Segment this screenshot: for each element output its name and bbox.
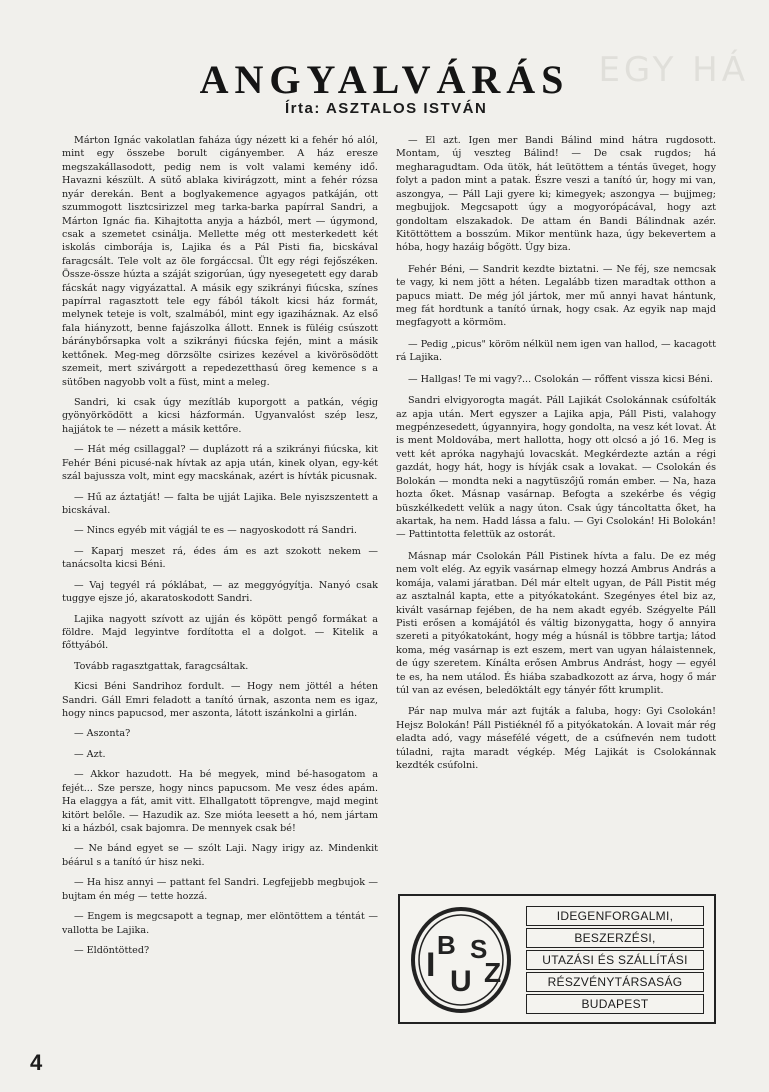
ibusz-advertisement	[398, 894, 716, 1024]
paragraph: — Akkor hazudott. Ha bé megyek, mind bé-hasogatom a fejét... Sze persze, hogy nincs papucsom. Me vesz édes apám. Ha elaggya a fát, amit vitt. Elhallgatott töprengve, majd megint kitört belőle. — Hazudik az. Sze mióta leesett a hó, nem jártam ki a házból, csak bajomra. De mennyek csak bé!	[62, 769, 378, 834]
paragraph: — Kaparj meszet rá, édes ám es azt szokott nekem — tanácsolta kicsi Béni.	[62, 545, 378, 571]
paragraph: — Aszonta?	[74, 728, 131, 740]
logo-letter-u: U	[450, 965, 472, 998]
paragraph: — Eldöntötted?	[74, 944, 150, 956]
ad-text-block	[526, 906, 704, 1016]
article-byline: Írta: ASZTALOS ISTVÁN	[285, 100, 488, 117]
paragraph: — Hát még csillaggal? — duplázott rá a szikrányi fiúcska, kit Fehér Béni picusé-nak hívtak az apja után, kinek olyan, egy-két szál bajussza volt, mint egy macskának, azért is hívták picusnak.	[62, 444, 378, 483]
ad-line: IDEGENFORGALMI,	[526, 906, 704, 926]
logo-letter-b: B	[437, 930, 456, 960]
paragraph: — Hű az áztatját! — falta be ujját Lajika. Bele nyiszszentett a bicskával.	[62, 491, 378, 516]
paragraph: — Hallgas! Te mi vagy?... Csolokán — rőffent vissza kicsi Béni.	[408, 373, 713, 385]
left-column	[62, 134, 378, 964]
ad-line: UTAZÁSI ÉS SZÁLLÍTÁSI	[526, 950, 704, 970]
paragraph: — Azt.	[74, 748, 106, 760]
logo-letter-s: S	[470, 934, 488, 964]
paragraph: Sandri elvigyorogta magát. Páll Lajikát Csolokánnak csúfolták az apja után. Mert egyszer a Lajika apja, Páll Pisti, valahogy megpénzesedett, úgyannyira, hogy gondolta, na vesz két lovat. Át is ment Moldovába, mert hallotta, hogy ott olcsó a jó 16. Meg is vett két apróka nagyhajú lovacskát. Megkérdezte aztán a régi gazdát, hogy hát, hogy is hívják csak a lovakat. — Csolokán és Bolokán — mondta neki a nagytüszőjű román ember. — Na, haza hozta őket. Másnap vasárnap. Befogta a szekérbe és végig büszkélkedett velük a nagy úton. Csak úgy táncoltatta őket, ha akartak, ha nem. Hadd lássa a falu. — Gyi Csolokán! Hi Bolokán! — Pattintotta felettük az ostorát.	[396, 395, 716, 541]
paragraph: — Ha hisz annyi — pattant fel Sandri. Legfejjebb megbujok — bujtam én még — tette hozzá.	[62, 877, 378, 902]
paragraph: Pár nap mulva már azt fujták a faluba, hogy: Gyi Csolokán! Hejsz Bolokán! Páll Pistiéknél fő a pityókatokán. A lovait már rég eladta adó, vagy másefélé végett, de a csúfnevén nem tudott túladni, rajta maradt végkép. Még Lajikát is Csolokánnak kezdték csúfolni.	[396, 706, 716, 772]
paragraph: — Engem is megcsapott a tegnap, mer elöntöttem a téntát — vallotta be Lajika.	[62, 911, 378, 936]
paragraph: Másnap már Csolokán Páll Pistinek hívta a falu. De ez még nem volt elég. Az egyik vasárnap elmegy hozzá Ambrus András a komája, valami járatban. Dél már eltelt ugyan, de Páll Pistit még az asztalnál kapta, ette a pityókatokánt. Szegényes étel biz az, kivált vasárnap fejében, de ha nem akadt egyéb. Szégyelte Páll Pisti erősen a komájától és váltig bizonygatta, hogy ő annyira szereti a pityókatokánt, hogy még a húsnál is többre tartja; látod koma, még vasárnap is ezt eszem, mert van ugyan hálaistennek, de úgy szeretem. Kínálta erősen Ambrus Andrást, hogy — egyél te es, ha nem utálod. És hiába szabadkozott az árva, hogy ő már túl van az evésen, beledöktált egy tányér főtt krumplit.	[396, 550, 716, 697]
paragraph: — Vaj tegyél rá póklábat, — az meggyógyítja. Nanyó csak tuggye ejsze jó, akaratoskodott Sandri.	[62, 579, 378, 605]
paragraph: Kicsi Béni Sandrihoz fordult. — Hogy nem jöttél a héten Sandri. Gáll Emri feladott a tanító úrnak, aszonta nem es igaz, hogy nincs papucsod, mer aszonta, látott iszánkolni a girlán.	[62, 681, 378, 720]
paragraph: Lajika nagyott szívott az ujján és köpött pengő formákat a földre. Majd legyintve fordította el a dolgot. — Kitelik a főttyából.	[62, 613, 378, 652]
ad-line: RÉSZVÉNYTÁRSASÁG	[526, 972, 704, 992]
logo-letter-z: Z	[484, 957, 502, 988]
ibusz-logo	[410, 906, 512, 1014]
ad-line: BESZERZÉSI,	[526, 928, 704, 948]
paragraph: — Pedig „picus" köröm nélkül nem igen van hallod, — kacagott rá Lajika.	[396, 338, 716, 364]
bleed-through-text: EGY HÁ	[598, 50, 749, 90]
logo-letter-i: I	[426, 946, 436, 984]
paragraph: — Ne bánd egyet se — szólt Laji. Nagy irigy az. Mindenkit béárul s a tanító úr hisz neki.	[62, 843, 378, 868]
paragraph: — Nincs egyéb mit vágjál te es — nagyoskodott rá Sandri.	[74, 525, 357, 537]
paragraph: — El azt. Igen mer Bandi Bálind mind hátra rugdosott. Montam, új veszteg Bálind! — De csak rugdos; há megharagudtam. Oda ütök, hát leütöttem a téntás üveget, hogy folyt a padon mint a patak. Észre veszi a tanító úr, hogy mi van, aszongya, — Páll Laji gyere ki; kimegyek; aszongya — bujjmeg; megbujjok. Megcsapott úgy a mogyorópácával, hogy azt gondoltam elszakadok. De attam én Bandi Bálindnak azér. Kitöttöttem a bosszúm. Mikor mentünk haza, úgy bekevertem a hóba, hogy hazáig bőgött. Úgy biza.	[396, 135, 716, 254]
ad-line: BUDAPEST	[526, 994, 704, 1014]
paragraph: Sandri, ki csak úgy mezítláb kuporgott a patkán, végig gyönyörködött a kicsi házformán. Ugyanvalóst szép lesz, hajjátok te — nézett a másik kettőre.	[62, 397, 378, 435]
paragraph: Tovább ragasztgattak, faragcsáltak.	[74, 660, 249, 672]
paragraph: Márton Ignác vakolatlan faháza úgy nézett ki a fehér hó alól, mint egy összebe borult cigányember. A ház eresze megszakállasodott, pedig nem is volt valami kemény idő. Havazni készült. A sütő ablaka kivirágzott, mint a fehér rózsa nyár derekán. Bent a boglyakemence agyagos patkáján, ott szummogott lisztcsirizzel meg tarka-barka papírral Sandri, a Márton Ignác fia. Kihajtotta anyja a házból, mert — úgymond, csak a szemetet csinálja. Mellette még ott mesterkedett két iskolás cimborája is, Lajika és a Pál Pisti fia, bicskával faragcsált. Tele volt az öle forgáccsal. Ült egy régi fejőszéken. Össze-össze húzta a száját szigorúan, úgy nyesegetett egy darab fácskát nagy vigyázattal. A másik egy szikrányi fiúcska, színes papírral ragasztott tele egy fából tákolt kicsi ház formát, melynek teteje is volt, szalmából, mint egy igaziháznak. Az első fala hiányzott, benne fajászolka állott. Ennek is füléig csúszott báránybőrsapka volt a szikrányi fiúcska fején, mint a másik kettőnek. Meg-meg dörzsölte csirizes kezével a kivörösödött szemeit, mert szivárgott a repedezetthasú öreg kemence s a sütőben nagyobb volt a füst, mint a meleg.	[62, 135, 378, 388]
paragraph: Fehér Béni, — Sandrit kezdte biztatni. — Ne féj, sze nemcsak te vagy, ki nem jött a héten. Legalább tizen maradtak otthon a papucs miatt. De még jól jártok, mer mű annyi havat hántunk, meg fát hordtunk a tanító úrnak, hogy csak. Az egyik nap majd megfagyott a körmöm.	[396, 263, 716, 329]
page-number: 4	[30, 1050, 43, 1075]
right-column	[396, 134, 716, 781]
article-title: ANGYALVÁRÁS	[199, 57, 570, 102]
